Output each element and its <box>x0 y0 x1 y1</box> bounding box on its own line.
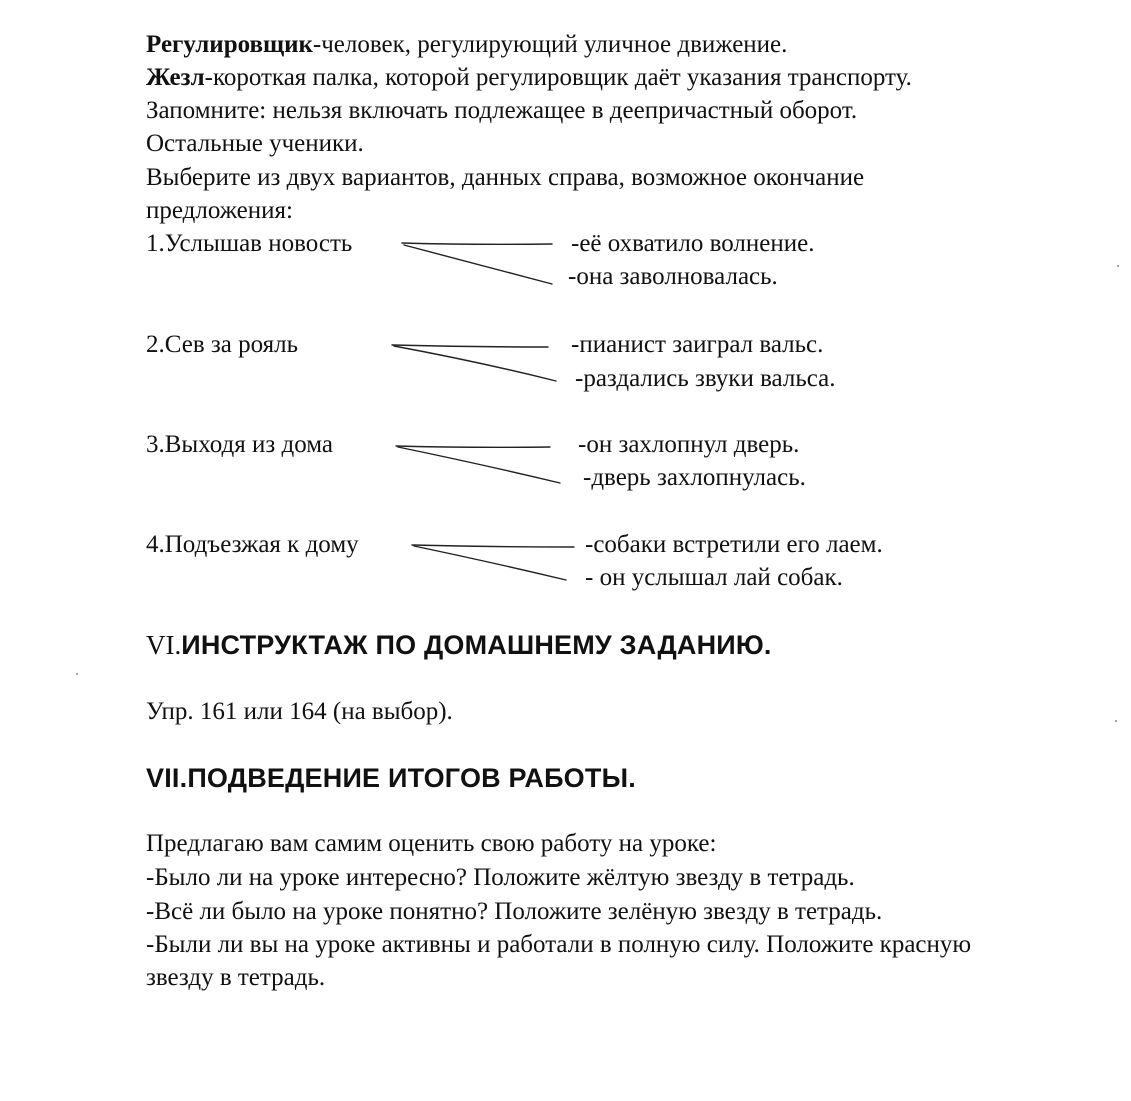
exercise-2-option-1: -пианист заиграл вальс. <box>571 331 824 358</box>
task-line-2: предложения: <box>146 197 293 224</box>
connector-1-top <box>402 243 552 244</box>
section-6-title: ИНСТРУКТАЖ ПО ДОМАШНЕМУ ЗАДАНИЮ. <box>181 630 772 660</box>
evaluation-intro: Предлагаю вам самим оценить свою работу на уроке: <box>146 830 717 857</box>
evaluation-question-1: -Было ли на уроке интересно? Положите жёлтую звезду в тетрадь. <box>146 864 855 891</box>
definition-text: -человек, регулирующий уличное движение. <box>312 31 788 58</box>
section-7-title: VII.ПОДВЕДЕНИЕ ИТОГОВ РАБОТЫ. <box>146 763 636 793</box>
exercise-2-prompt: 2.Сев за рояль <box>146 331 299 358</box>
exercise-2-option-2: -раздались звуки вальса. <box>575 365 836 392</box>
definition-regulirovshchik <box>146 30 787 60</box>
exercise-4-option-1: -собаки встретили его лаем. <box>585 531 883 558</box>
connector-3-bottom <box>398 447 560 483</box>
section-6-heading <box>146 629 772 661</box>
evaluation-question-3-line-2: звезду в тетрадь. <box>146 964 326 991</box>
exercise-4-option-2: - он услышал лай собак. <box>585 564 843 591</box>
evaluation-question-3-line-1: -Были ли вы на уроке активны и работали в полную силу. Положите красную <box>146 931 972 958</box>
others-line: Остальные ученики. <box>146 130 364 157</box>
exercise-1-prompt: 1.Услышав новость <box>146 230 353 257</box>
definition-term: Регулировщик <box>146 31 313 58</box>
section-6-number: VI. <box>146 630 182 660</box>
evaluation-question-2: -Всё ли было на уроке понятно? Положите зелёную звезду в тетрадь. <box>146 898 883 925</box>
connector-4-top <box>412 545 574 547</box>
homework-text: Упр. 161 или 164 (на выбор). <box>146 698 453 725</box>
scan-speck <box>1115 720 1117 722</box>
exercise-1-option-2: -она заволновалась. <box>568 263 778 290</box>
exercise-3-prompt: 3.Выходя из дома <box>146 431 334 458</box>
connector-2-top <box>392 345 548 347</box>
task-line-1: Выберите из двух вариантов, данных справа, возможное окончание <box>146 164 865 191</box>
connector-1-bottom <box>404 245 552 284</box>
connector-3-top <box>396 446 550 447</box>
definition-zhezl <box>146 63 912 93</box>
section-7-heading <box>146 762 636 794</box>
scan-speck <box>76 673 78 675</box>
exercise-1-option-1: -её охватило волнение. <box>571 230 815 257</box>
exercise-3-option-2: -дверь захлопнулась. <box>583 464 806 491</box>
connector-4-bottom <box>414 546 566 580</box>
connector-2-bottom <box>394 346 556 381</box>
definition-term: Жезл <box>146 64 205 91</box>
scan-speck <box>1117 265 1119 267</box>
exercise-3-option-1: -он захлопнул дверь. <box>578 431 800 458</box>
rule-note: Запомните: нельзя включать подлежащее в деепричастный оборот. <box>146 97 858 124</box>
definition-text: -короткая палка, которой регулировщик даёт указания транспорту. <box>204 64 912 91</box>
exercise-4-prompt: 4.Подъезжая к дому <box>146 531 359 558</box>
